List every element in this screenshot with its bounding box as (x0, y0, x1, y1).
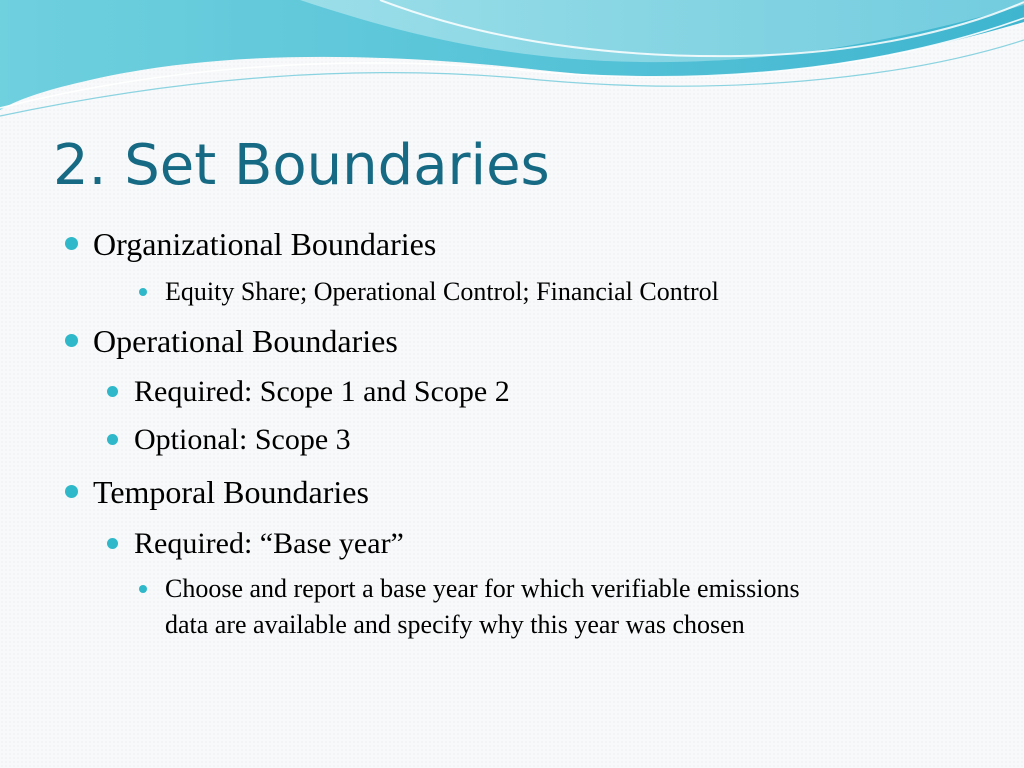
bullet-text: Operational Boundaries (93, 323, 398, 359)
bullet-dot-icon (107, 434, 118, 445)
bullet-text: Organizational Boundaries (93, 226, 437, 262)
bullet-text: Required: Scope 1 and Scope 2 (134, 375, 510, 408)
bullet-org-boundary-types (165, 274, 719, 310)
bullet-organizational-boundaries (93, 224, 436, 264)
bullet-dot-icon (65, 485, 78, 498)
bullet-text-line-1: Choose and report a base year for which verifiable emissions (165, 574, 800, 603)
bullet-dot-icon (65, 237, 78, 250)
bullet-dot-icon (65, 334, 78, 347)
bullet-text: Optional: Scope 3 (134, 423, 351, 456)
bullet-ops-required (134, 373, 510, 411)
bullet-text: Required: “Base year” (134, 527, 404, 560)
bullet-temporal-required (134, 525, 404, 563)
bullet-dot-icon (107, 386, 118, 397)
bullet-temporal-boundaries (93, 472, 369, 512)
bullet-dot-icon (107, 538, 118, 549)
bullet-operational-boundaries (93, 321, 398, 361)
slide-title: 2. Set Boundaries (53, 133, 550, 198)
bullet-base-year-detail (165, 571, 965, 643)
bullet-text: Temporal Boundaries (93, 474, 369, 510)
decorative-wave-header (0, 0, 1024, 130)
bullet-dot-icon (139, 585, 147, 593)
bullet-dot-icon (139, 288, 147, 296)
bullet-text: Equity Share; Operational Control; Financial Control (165, 277, 719, 306)
bullet-text-line-2: data are available and specify why this year was chosen (165, 610, 745, 639)
bullet-ops-optional (134, 421, 351, 459)
